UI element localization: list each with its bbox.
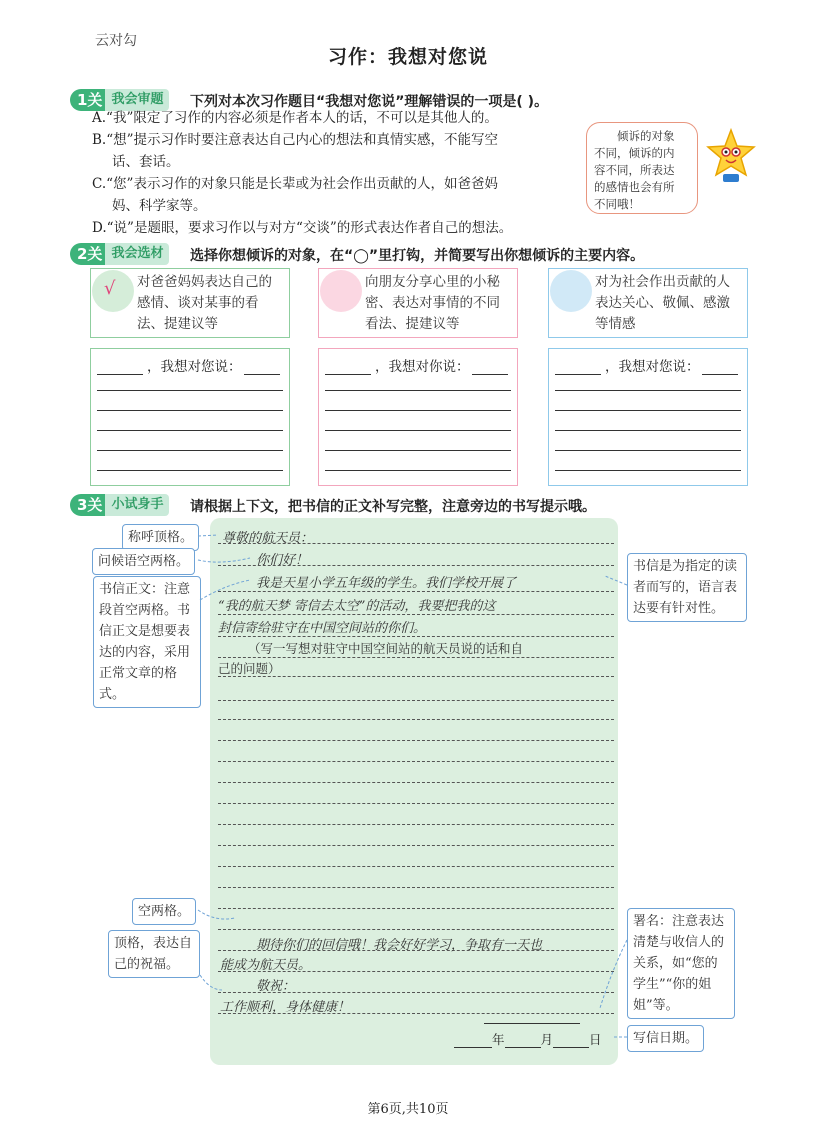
section3-instruction: 请根据上下文，把书信的正文补写完整，注意旁边的书写提示哦。 [190,499,596,515]
note-audience: 书信是为指定的读者而写的，语言表达要有针对性。 [627,553,747,622]
page-title: 习作：我想对您说 [327,46,488,68]
date-line[interactable]: 年 月 日 [454,1030,602,1048]
page-footer: 第6页,共10页 [367,1102,449,1117]
writing-box-parents[interactable]: ，我想对您说： [90,348,290,486]
writing-box-contributor[interactable]: ，我想对您说： [548,348,748,486]
letter-body-line3: 封信寄给驻守在中国空间站的你们。 [218,621,427,636]
letter-wish-line1: 敬祝： [256,979,296,994]
letter-salutation: 尊敬的航天员： [222,531,314,546]
note-body: 书信正文：注意段首空两格。书信正文是想要表达的内容，采用正常文章的格式。 [93,576,201,708]
letter-body-line1: 我是天星小学五年级的学生。我们学校开展了 [256,576,517,591]
check-mark-icon: √ [104,278,116,299]
choice-contributor: 对为社会作出贡献的人表达关心、敬佩、感激等情感 [548,268,748,338]
note-salutation: 称呼顶格。 [122,524,199,551]
letter-wish-line2: 工作顺利，身体健康！ [220,1000,351,1015]
choice-friend: 向朋友分享心里的小秘密、表达对事情的不同看法、提建议等 [318,268,518,338]
note-date: 写信日期。 [627,1025,704,1052]
section2-tag: 我会选材 [105,243,169,265]
section2-number: 2关 [70,243,105,265]
section1-tag: 我会审题 [105,89,169,111]
writing-box-friend[interactable]: ，我想对你说： [318,348,518,486]
section1-question: 下列对本次习作题目“我想对您说”理解错误的一项是( )。 [190,94,549,110]
option-d[interactable]: D.“说”是题眼，要求习作以与对方“交谈”的形式表达作者自己的想法。 [92,220,513,236]
letter-prompt-line2: 己的问题） [218,661,281,676]
letter-prompt-line1: （写一写想对驻守中国空间站的航天员说的话和自 [248,641,524,656]
option-b[interactable]: B.“想”提示习作时要注意表达自己内心的想法和真情实感，不能写空 话、套话。 [92,132,499,170]
note-signature: 署名：注意表达清楚与收信人的关系，如“您的学生”“你的姐姐”等。 [627,908,735,1019]
letter-body-line2: “我的航天梦 寄信去太空”的活动，我要把我的这 [218,599,496,614]
note-indent: 空两格。 [132,898,196,925]
note-greeting: 问候语空两格。 [92,548,195,575]
section1-number: 1关 [70,89,105,111]
brand-label: 云对勾 [95,33,137,49]
letter-closing-line2: 能成为航天员。 [220,958,312,973]
letter-closing-line1: 期待你们的回信哦！我会好好学习，争取有一天也 [256,938,543,953]
section3-number: 3关 [70,494,105,516]
letter-greeting: 你们好！ [256,553,309,568]
option-a[interactable]: A.“我”限定了习作的内容必须是作者本人的话，不可以是其他人的。 [92,110,498,126]
note-wish: 顶格，表达自己的祝福。 [108,930,200,978]
speech-bubble: 倾诉的对象 不同，倾诉的内 容不同，所表达 的感情也会有所 不同哦！ [586,122,698,214]
section2-instruction: 选择你想倾诉的对象，在“◯”里打钩，并简要写出你想倾诉的主要内容。 [190,248,645,264]
option-c[interactable]: C.“您”表示习作的对象只能是长辈或为社会作出贡献的人，如爸爸妈 妈、科学家等。 [92,176,498,214]
section3-tag: 小试身手 [105,494,169,516]
choice-parents: 对爸爸妈妈表达自己的感情、谈对某事的看法、提建议等 [90,268,290,338]
